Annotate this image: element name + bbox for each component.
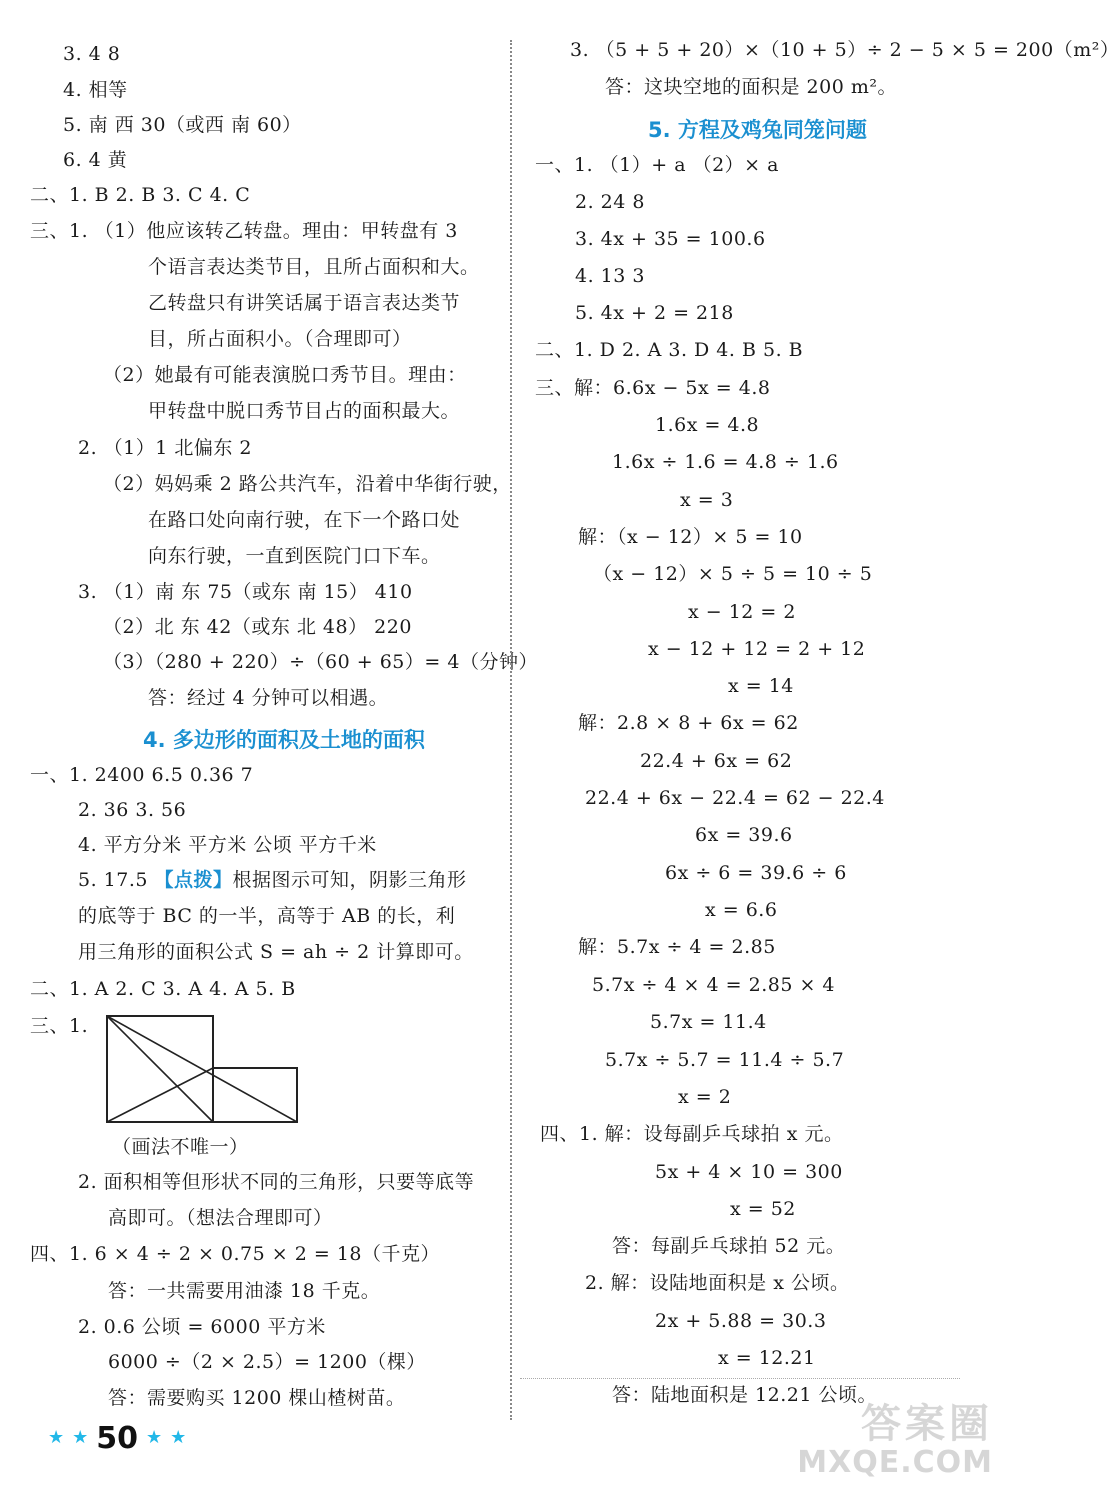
right-answer-line: 3. （5 + 5 + 20）×（10 + 5）÷ 2 − 5 × 5 = 200（m²） [570,39,1119,61]
left-answer-line: 2. 36 3. 56 [78,799,187,821]
right-answer-line: 二、1. D 2. A 3. D 4. B 5. B [535,339,804,361]
left-answer-line: （画法不唯一） [112,1136,249,1158]
left-answer-line: （2）妈妈乘 2 路公共汽车，沿着中华街行驶， [103,473,512,495]
figure-line-2 [107,1016,213,1122]
left-answer-line: 在路口处向南行驶，在下一个路口处 [148,509,461,531]
right-answer-line: 5.7x = 11.4 [650,1011,767,1033]
left-answer-line: 四、1. 6 × 4 ÷ 2 × 0.75 × 2 = 18（千克） [30,1243,440,1265]
left-answer-line: 2. 面积相等但形状不同的三角形，只要等底等 [78,1171,475,1193]
right-answer-line: 答：陆地面积是 12.21 公顷。 [612,1384,877,1406]
section-title-4: 4. 多边形的面积及土地的面积 [143,728,425,752]
right-answer-line: 解：5.7x ÷ 4 = 2.85 [578,936,776,958]
left-answer-line: 4. 平方分米 平方米 公顷 平方千米 [78,834,377,856]
left-answer-line: 6000 ÷（2 × 2.5）= 1200（棵） [108,1351,426,1373]
page-footer [48,1418,186,1458]
right-answer-line: x = 12.21 [718,1347,816,1369]
right-answer-line: 2x + 5.88 = 30.3 [655,1310,827,1332]
right-answer-line: x = 2 [678,1086,732,1108]
right-answer-line: 解：2.8 × 8 + 6x = 62 [578,712,799,734]
hint-line-prefix: 5. 17.5 [78,869,155,891]
watermark-bottom: MXQE.COM [797,1445,993,1480]
right-answer-line: 2. 解：设陆地面积是 x 公顷。 [585,1272,850,1294]
right-answer-line: x − 12 = 2 [688,601,796,623]
left-answer-line: 3. 4 8 [63,43,121,65]
right-answer-line: x = 6.6 [705,899,778,921]
star-icon: ★ [48,1427,65,1448]
right-answer-line: x = 14 [728,675,794,697]
figure-small-rect [213,1068,297,1122]
left-answer-line: 答：经过 4 分钟可以相遇。 [148,687,389,709]
left-answer-line: 甲转盘中脱口秀节目占的面积最大。 [148,400,461,422]
right-answer-line: x − 12 + 12 = 2 + 12 [648,638,866,660]
right-answer-line: 5x + 4 × 10 = 300 [655,1161,843,1183]
left-answer-line: （2）她最有可能表演脱口秀节目。理由： [103,364,467,386]
left-answer-line: 答：需要购买 1200 棵山楂树苗。 [108,1387,406,1409]
right-answer-line: 5.7x ÷ 5.7 = 11.4 ÷ 5.7 [605,1049,845,1071]
right-answer-line: 三、解：6.6x − 5x = 4.8 [535,377,771,399]
right-answer-line: 4. 13 3 [575,265,645,287]
right-answer-line: 一、1. （1）+ a （2）× a [535,154,779,176]
watermark-top: 答案圈 [861,1401,993,1447]
left-answer-line: 高即可。（想法合理即可） [108,1207,333,1229]
left-answer-line: （2）北 东 42（或东 北 48） 220 [103,616,412,638]
right-answer-line: 5. 4x + 2 = 218 [575,302,734,324]
left-answer-line: 6. 4 黄 [63,149,128,171]
watermark [797,1402,993,1480]
left-answer-line: 3. （1）南 东 75（或东 南 15） 410 [78,581,413,603]
star-icon: ★ [146,1427,163,1448]
right-answer-line: 5.7x ÷ 4 × 4 = 2.85 × 4 [592,974,835,996]
left-answer-line: 目，所占面积小。（合理即可） [148,328,412,350]
right-answer-line: 答：这块空地的面积是 200 m²。 [605,76,897,98]
left-answer-line: 向东行驶，一直到医院门口下车。 [148,545,441,567]
left-answer-line: 2. （1）1 北偏东 2 [78,437,253,459]
left-answer-line: 4. 相等 [63,79,128,101]
right-answer-line: 3. 4x + 35 = 100.6 [575,228,766,250]
left-answer-line: 二、1. A 2. C 3. A 4. A 5. B [30,978,296,1000]
triangle-figure [105,1014,300,1126]
right-answer-line: 答：每副乒乓球拍 52 元。 [612,1235,846,1257]
left-answer-line: 个语言表达类节目，且所占面积和大。 [148,256,480,278]
figure-line-3 [107,1068,213,1122]
left-answer-line: 二、1. B 2. B 3. C 4. C [30,184,251,206]
hint-line-text: 根据图示可知，阴影三角形 [232,869,467,891]
right-answer-line: 1.6x = 4.8 [655,414,760,436]
column-divider [510,40,512,1420]
left-answer-line: 三、1. [30,1015,89,1037]
right-answer-line: 四、1. 解：设每副乒乓球拍 x 元。 [540,1123,844,1145]
star-icon: ★ [72,1427,89,1448]
hint-line [78,868,467,892]
page-number: 50 [96,1420,139,1456]
right-answer-line: 22.4 + 6x = 62 [640,750,793,772]
left-answer-line: 乙转盘只有讲笑话属于语言表达类节 [148,292,461,314]
right-answer-line: 解：（x − 12）× 5 = 10 [578,526,803,548]
right-answer-line: 6x ÷ 6 = 39.6 ÷ 6 [665,862,847,884]
star-icon: ★ [170,1427,187,1448]
right-answer-line: 1.6x ÷ 1.6 = 4.8 ÷ 1.6 [612,451,839,473]
right-answer-line: （x − 12）× 5 ÷ 5 = 10 ÷ 5 [593,563,873,585]
right-answer-line: 22.4 + 6x − 22.4 = 62 − 22.4 [585,787,885,809]
hint-tag: 【点拨】 [154,869,233,891]
right-answer-line: x = 3 [680,489,734,511]
right-answer-line: x = 52 [730,1198,796,1220]
left-answer-line: 的底等于 BC 的一半，高等于 AB 的长，利 [78,905,456,927]
left-answer-line: 2. 0.6 公顷 = 6000 平方米 [78,1316,326,1338]
bottom-rule-right [520,1378,960,1379]
left-answer-line: 三、1. （1）他应该转乙转盘。理由：甲转盘有 3 [30,220,458,242]
right-answer-line: 2. 24 8 [575,191,645,213]
left-answer-line: 答：一共需要用油漆 18 千克。 [108,1280,381,1302]
left-answer-line: 一、1. 2400 6.5 0.36 7 [30,764,254,786]
right-answer-line: 6x = 39.6 [695,824,793,846]
left-answer-line: （3）（280 + 220）÷（60 + 65）= 4（分钟） [103,651,538,673]
left-answer-line: 5. 南 西 30（或西 南 60） [63,114,302,136]
left-answer-line: 用三角形的面积公式 S = ah ÷ 2 计算即可。 [78,941,474,963]
section-title-5: 5. 方程及鸡兔同笼问题 [648,118,867,142]
